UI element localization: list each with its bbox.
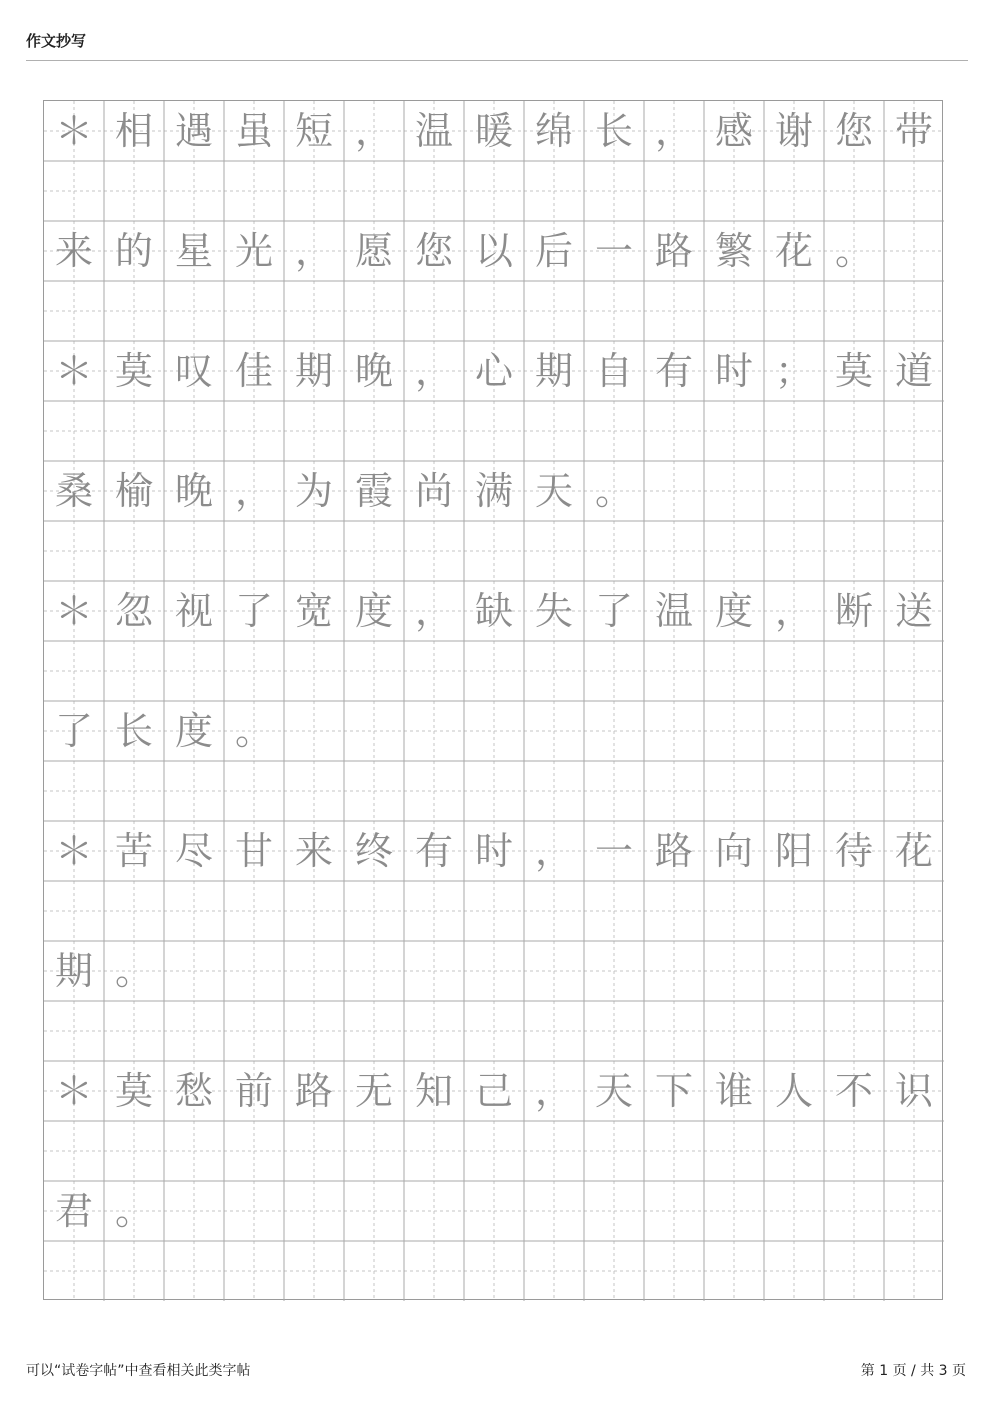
grid-char: 了 — [54, 709, 93, 753]
page-indicator: 第 1 页 / 共 3 页 — [860, 1363, 966, 1379]
grid-char: 谢 — [774, 109, 813, 153]
grid-char: 向 — [714, 829, 753, 873]
grid-char: ＊ — [54, 589, 93, 633]
grid-char: 莫 — [114, 1069, 153, 1113]
grid-char: ， — [534, 829, 573, 873]
grid-row — [44, 161, 944, 221]
grid-char: 前 — [234, 1069, 273, 1113]
grid-char: 虽 — [234, 109, 273, 153]
grid-char: 终 — [354, 829, 393, 873]
grid-char: 相 — [114, 109, 153, 153]
writing-grid — [43, 100, 943, 1300]
grid-char: 人 — [774, 1069, 813, 1113]
grid-char: ， — [234, 469, 273, 513]
grid-char: 一 — [594, 229, 633, 273]
grid-char: 君 — [54, 1189, 93, 1233]
grid-char: ＊ — [54, 109, 93, 153]
grid-row — [44, 1121, 944, 1181]
grid-char: 温 — [414, 109, 453, 153]
grid-char: 桑 — [54, 469, 93, 513]
grid-char: ＊ — [54, 1069, 93, 1113]
grid-char: 感 — [714, 109, 753, 153]
grid-char: ， — [534, 1069, 573, 1113]
grid-char: 待 — [834, 829, 873, 873]
grid-char: 谁 — [714, 1069, 753, 1113]
grid-row — [44, 101, 944, 161]
grid-char: 度 — [354, 589, 393, 633]
grid-char: 忽 — [114, 589, 153, 633]
grid-char: 繁 — [714, 229, 753, 273]
grid-char: 温 — [654, 589, 693, 633]
grid-char: 期 — [534, 349, 573, 393]
grid-char: 暖 — [474, 109, 513, 153]
grid-char: ＊ — [54, 829, 93, 873]
grid-row — [44, 221, 944, 281]
grid-char: ； — [774, 349, 813, 393]
grid-row — [44, 821, 944, 881]
grid-char: 绵 — [534, 109, 573, 153]
grid-char: 莫 — [114, 349, 153, 393]
grid-char: 。 — [834, 229, 873, 273]
grid-row — [44, 701, 944, 761]
grid-char: 花 — [774, 229, 813, 273]
grid-char: 阳 — [774, 829, 813, 873]
grid-char: 星 — [174, 229, 213, 273]
grid-char: 路 — [654, 829, 693, 873]
grid-char: 路 — [654, 229, 693, 273]
grid-char: 有 — [654, 349, 693, 393]
grid-char: 期 — [54, 949, 93, 993]
grid-char: 时 — [474, 829, 513, 873]
grid-char: 道 — [894, 349, 933, 393]
grid-char: 为 — [294, 469, 333, 513]
grid-char: 度 — [714, 589, 753, 633]
grid-char: 尚 — [414, 469, 453, 513]
grid-char: 期 — [294, 349, 333, 393]
grid-char: 。 — [234, 709, 273, 753]
grid-char: 天 — [594, 1069, 633, 1113]
grid-char: 路 — [294, 1069, 333, 1113]
grid-char: 尽 — [174, 829, 213, 873]
grid-char: 自 — [594, 349, 633, 393]
grid-char: 苦 — [114, 829, 153, 873]
grid-char: 缺 — [474, 589, 513, 633]
grid-char: ＊ — [54, 349, 93, 393]
grid-char: ， — [354, 109, 393, 153]
grid-char: 后 — [534, 229, 573, 273]
grid-char: 短 — [294, 109, 333, 153]
grid-char: 甘 — [234, 829, 273, 873]
grid-char: ， — [414, 589, 453, 633]
grid-char: 花 — [894, 829, 933, 873]
grid-row — [44, 1241, 944, 1301]
grid-char: 知 — [414, 1069, 453, 1113]
grid-char: 光 — [234, 229, 273, 273]
grid-row — [44, 341, 944, 401]
grid-char: 佳 — [234, 349, 273, 393]
grid-char: 满 — [474, 469, 513, 513]
grid-char: ， — [654, 109, 693, 153]
grid-char: 您 — [834, 109, 873, 153]
grid-char: 莫 — [834, 349, 873, 393]
grid-char: 来 — [294, 829, 333, 873]
grid-char: 无 — [354, 1069, 393, 1113]
grid-char: 长 — [594, 109, 633, 153]
grid-char: 愁 — [174, 1069, 213, 1113]
grid-row — [44, 581, 944, 641]
grid-char: 视 — [174, 589, 213, 633]
grid-char: 愿 — [354, 229, 393, 273]
grid-row — [44, 881, 944, 941]
grid-char: 断 — [834, 589, 873, 633]
grid-char: 宽 — [294, 589, 333, 633]
grid-char: 晚 — [354, 349, 393, 393]
grid-char: 遇 — [174, 109, 213, 153]
grid-row — [44, 461, 944, 521]
grid-char: 您 — [414, 229, 453, 273]
grid-char: 天 — [534, 469, 573, 513]
grid-row — [44, 281, 944, 341]
grid-row — [44, 1001, 944, 1061]
grid-char: 来 — [54, 229, 93, 273]
grid-char: 带 — [894, 109, 933, 153]
page-header-title: 作文抄写 — [26, 32, 87, 50]
grid-char: 霞 — [354, 469, 393, 513]
grid-char: 了 — [594, 589, 633, 633]
grid-char: 。 — [114, 949, 153, 993]
grid-char: 晚 — [174, 469, 213, 513]
grid-char: 叹 — [174, 349, 213, 393]
grid-row — [44, 641, 944, 701]
grid-row — [44, 761, 944, 821]
grid-char: 有 — [414, 829, 453, 873]
footer-note: 可以“试卷字帖”中查看相关此类字帖 — [26, 1363, 251, 1379]
grid-char: 以 — [474, 229, 513, 273]
grid-char: ， — [294, 229, 333, 273]
grid-char: 不 — [834, 1069, 873, 1113]
grid-row — [44, 521, 944, 581]
grid-char: 的 — [114, 229, 153, 273]
grid-char: 一 — [594, 829, 633, 873]
grid-char: 送 — [894, 589, 933, 633]
grid-row — [44, 1181, 944, 1241]
grid-char: 识 — [894, 1069, 933, 1113]
grid-row — [44, 401, 944, 461]
grid-char: 。 — [594, 469, 633, 513]
grid-char: 时 — [714, 349, 753, 393]
grid-row — [44, 941, 944, 1001]
grid-char: 己 — [474, 1069, 513, 1113]
grid-char: ， — [414, 349, 453, 393]
grid-char: 榆 — [114, 469, 153, 513]
grid-char: ， — [774, 589, 813, 633]
grid-char: 了 — [234, 589, 273, 633]
header-divider — [26, 60, 968, 61]
grid-char: 失 — [534, 589, 573, 633]
grid-row — [44, 1061, 944, 1121]
grid-char: 下 — [654, 1069, 693, 1113]
grid-char: 长 — [114, 709, 153, 753]
grid-char: 心 — [474, 349, 513, 393]
grid-char: 度 — [174, 709, 213, 753]
grid-char: 。 — [114, 1189, 153, 1233]
